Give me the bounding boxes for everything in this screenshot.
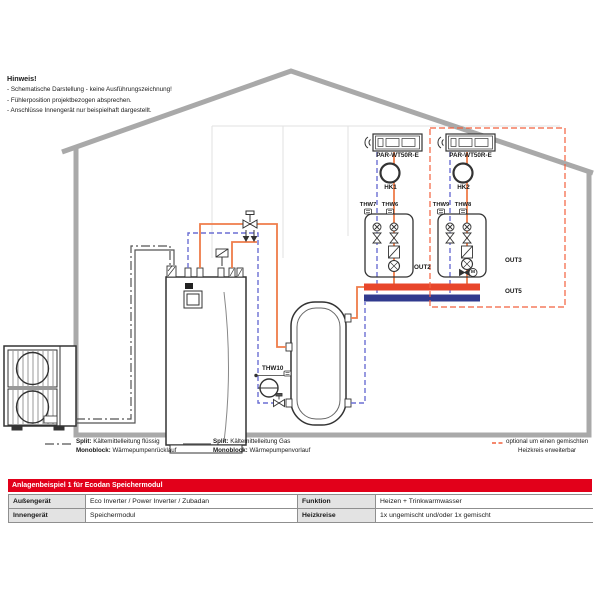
outdoor-connection-pipes: [76, 246, 174, 423]
connection-arrows: [244, 230, 257, 241]
controller-model-hk1: PAR-WT50R-E: [376, 152, 419, 159]
controller-hk2: [438, 134, 495, 151]
table-value-cell: Heizen + Trinkwarmwasser: [376, 495, 593, 509]
shutoff-valve: [243, 211, 257, 228]
legend-split-liquid: [76, 438, 176, 455]
sensor-icon: [284, 371, 291, 376]
hk2-pump: [454, 164, 473, 183]
table-label-cell: Außengerät: [9, 495, 86, 509]
controller-model-hk2: PAR-WT50R-E: [449, 152, 492, 159]
table-label-cell: Innengerät: [9, 509, 86, 523]
legend-desc: Kältemittelleitung Gas: [230, 438, 291, 445]
buffer-tank: [286, 302, 351, 425]
tank-nozzle: [286, 399, 292, 407]
spec-table-grid: [8, 494, 592, 523]
refrigerant-liquid-pipe: [76, 246, 170, 419]
mixing-valve-label: M: [471, 269, 475, 275]
pump-label-hk1: HK1: [384, 183, 397, 191]
legend-term: Split:: [213, 438, 229, 445]
notice-line: - Schematische Darstellung - keine Ausführungszeichnung!: [7, 86, 172, 93]
tank-nozzle: [345, 314, 351, 322]
table-value-cell: Eco Inverter / Power Inverter / Zubadan: [86, 495, 298, 509]
expansion-vessel: [258, 379, 278, 397]
table-value-cell: 1x ungemischt und/oder 1x gemischt: [376, 509, 593, 523]
legend-desc: Heizkreis erweiterbar: [518, 446, 577, 454]
heating-module-hk2: [438, 214, 486, 277]
legend-optional: [506, 438, 588, 455]
flow-pipe-tank-to-manifold: [351, 287, 365, 318]
manifold-flow-bar: [364, 284, 480, 291]
hk1-pump: [381, 164, 400, 183]
legend-desc: optional um einen gemischten: [506, 438, 589, 445]
wireless-icon: [365, 137, 371, 148]
tank-sensor-label: THW10: [262, 365, 284, 372]
controller-hk1: [365, 134, 422, 151]
pump-label-hk2: HK2: [457, 183, 470, 191]
notice-title: Hinweis!: [7, 74, 37, 83]
status-display: [185, 283, 193, 289]
refrigerant-gas-pipe: [76, 250, 174, 423]
legend-desc: Wärmepumpenvorlauf: [249, 446, 311, 454]
out3-label: OUT3: [505, 257, 522, 264]
legend-term: Split:: [76, 438, 92, 445]
unit-foot: [12, 426, 22, 430]
sensor-label-thw9: THW9: [432, 201, 450, 208]
sensor-label-thw8: THW8: [454, 201, 472, 208]
legend-term: Monoblock:: [213, 446, 248, 454]
wireless-icon: [438, 137, 444, 148]
strainer-symbol: [216, 249, 228, 268]
out5-label: OUT5: [505, 288, 522, 295]
flow-pipe-branch: [232, 242, 257, 268]
outdoor-unit: [4, 346, 76, 430]
table-label-cell: Funktion: [298, 495, 376, 509]
sensor-label-thw6: THW6: [381, 201, 399, 208]
thw-sensor-icons: [365, 209, 467, 214]
table-value-cell: Speichermodul: [86, 509, 298, 523]
table-label-cell: Heizkreise: [298, 509, 376, 523]
legend-desc: Wärmepumpenrücklauf: [112, 446, 177, 454]
tank-nozzle: [345, 399, 351, 407]
legend-split-gas: [213, 438, 310, 455]
indoor-unit: [166, 249, 246, 453]
legend-term: Monoblock:: [76, 446, 111, 454]
manifold-return-bar: [364, 295, 480, 302]
notice-line: - Anschlüsse Innengerät nur beispielhaft dargestellt.: [7, 107, 152, 114]
out2-label: OUT2: [414, 263, 431, 271]
sensor-label-thw7: THW7: [359, 201, 377, 208]
spec-table: [8, 479, 592, 523]
spec-table-header: Anlagenbeispiel 1 für Ecodan Speichermodul: [8, 479, 592, 492]
unit-foot: [54, 426, 64, 430]
legend-desc: Kältemittelleitung flüssig: [93, 438, 160, 445]
notice-line: - Fühlerposition projektbezogen absprechen.: [7, 96, 132, 104]
tank-nozzle: [286, 343, 292, 351]
